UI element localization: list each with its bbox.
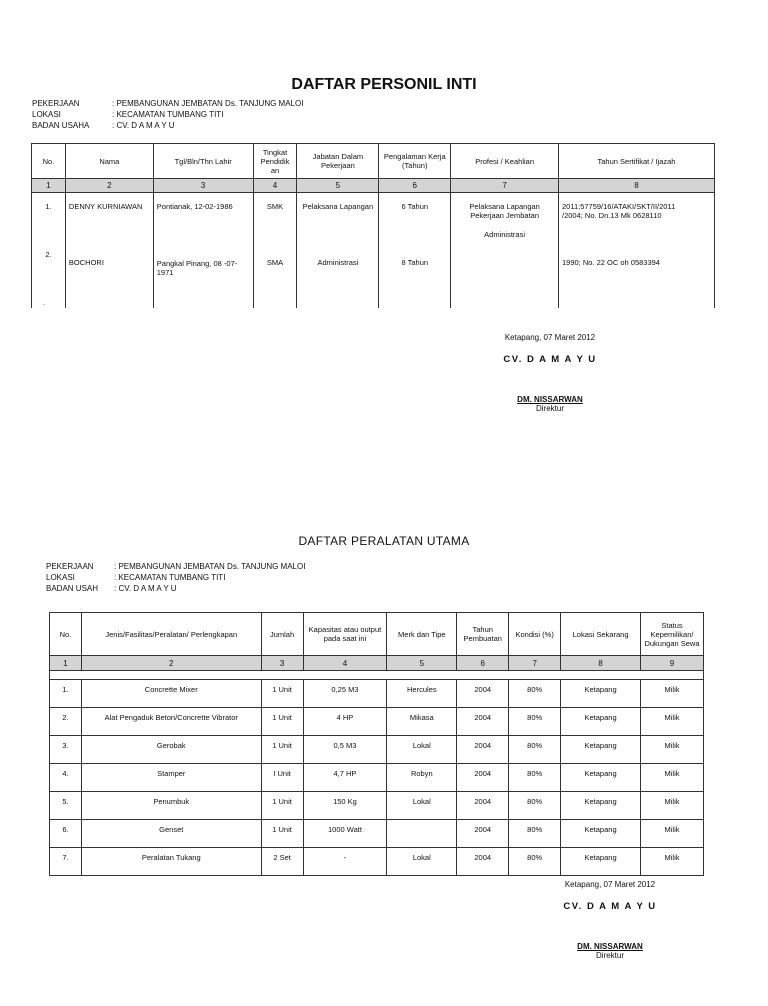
row-jumlah: 1 Unit: [261, 792, 303, 820]
row-jenis: Gerobak: [81, 736, 261, 764]
cell-pendidikan: [253, 193, 297, 309]
cell-jabatan: [297, 193, 379, 309]
column-number: 6: [457, 656, 509, 671]
info-value: : KECAMATAN TUMBANG TITI: [114, 573, 226, 582]
column-number: 4: [253, 179, 297, 193]
row-pengalaman: 8 Tahun: [401, 258, 429, 267]
column-number: 3: [261, 656, 303, 671]
row-kondisi: 80%: [509, 680, 561, 708]
row-no: 3.: [50, 736, 82, 764]
column-number: 1: [50, 656, 82, 671]
column-header: Jenis/Fasilitas/Peralatan/ Perlengkapan: [81, 613, 261, 656]
row-pendidikan: SMA: [266, 258, 284, 267]
row-lokasi: Ketapang: [561, 820, 641, 848]
column-number: 4: [303, 656, 387, 671]
info-value: : CV. D A M A Y U: [114, 584, 177, 593]
cell-nama: [65, 193, 153, 309]
row-jenis: Peralatan Tukang: [81, 848, 261, 876]
row-merk: [387, 820, 457, 848]
row-jenis: Penumbuk: [81, 792, 261, 820]
signature-company: CV. D A M A Y U: [563, 901, 657, 912]
cell-lahir: [153, 193, 253, 309]
row-merk: Lokal: [387, 848, 457, 876]
row-merk: Mikasa: [387, 708, 457, 736]
column-header: Kondisi (%): [509, 613, 561, 656]
info-value: : PEMBANGUNAN JEMBATAN Ds. TANJUNG MALOI: [114, 562, 306, 571]
row-status: Milik: [640, 792, 703, 820]
column-header: No.: [32, 144, 66, 179]
column-header: Nama: [65, 144, 153, 179]
column-number: 6: [379, 179, 451, 193]
row-nama: DENNY KURNIAWAN: [68, 202, 143, 211]
table-row: [50, 820, 704, 848]
column-header: Pengalaman Kerja (Tahun): [379, 144, 451, 179]
trailing-mark: .: [43, 298, 46, 307]
peralatan-signature: [530, 880, 690, 960]
row-no: 6.: [50, 820, 82, 848]
column-number: 5: [297, 179, 379, 193]
row-jumlah: 1 Unit: [261, 680, 303, 708]
row-merk: Robyn: [387, 764, 457, 792]
info-value: : PEMBANGUNAN JEMBATAN Ds. TANJUNG MALOI: [112, 99, 304, 108]
row-tahun: 2004: [457, 820, 509, 848]
row-lokasi: Ketapang: [561, 848, 641, 876]
info-label: PEKERJAAN: [32, 99, 80, 108]
row-kapasitas: 1000 Watt: [303, 820, 387, 848]
column-header: Profesi / Keahlian: [451, 144, 559, 179]
column-number: 8: [561, 656, 641, 671]
row-status: Milik: [640, 680, 703, 708]
row-status: Milik: [640, 820, 703, 848]
table-row: [50, 680, 704, 708]
column-header: Lokasi Sekarang: [561, 613, 641, 656]
row-jenis: Concrette Mixer: [81, 680, 261, 708]
row-kondisi: 80%: [509, 820, 561, 848]
row-status: Milik: [640, 708, 703, 736]
row-kondisi: 80%: [509, 792, 561, 820]
row-no: 2.: [50, 708, 82, 736]
signature-role: Direktur: [595, 951, 624, 960]
row-lokasi: Ketapang: [561, 792, 641, 820]
signature-name: DM. NISSARWAN: [577, 942, 643, 951]
row-kapasitas: 4,7 HP: [303, 764, 387, 792]
row-kondisi: 80%: [509, 708, 561, 736]
column-header: No.: [50, 613, 82, 656]
table-row: [50, 764, 704, 792]
info-value: : KECAMATAN TUMBANG TITI: [112, 110, 224, 119]
table-header-row: [50, 613, 704, 656]
row-sertifikat: 1990; No. 22 OC oh 0583394: [561, 258, 660, 267]
row-kondisi: 80%: [509, 736, 561, 764]
signature-company: CV. D A M A Y U: [503, 354, 597, 365]
row-no: 1.: [45, 202, 52, 211]
column-header: Status Kepemilikan/ Dukungan Sewa: [640, 613, 703, 656]
table-body: [32, 193, 715, 309]
row-jabatan: Pelaksana Lapangan: [302, 202, 374, 211]
column-header: Tahun Pembuatan: [457, 613, 509, 656]
info-label: BADAN USAHA: [32, 121, 90, 130]
row-lokasi: Ketapang: [561, 708, 641, 736]
table-row: [50, 792, 704, 820]
table-row: [50, 671, 704, 680]
row-lokasi: Ketapang: [561, 764, 641, 792]
table-row: [50, 736, 704, 764]
row-kapasitas: 0,5 M3: [303, 736, 387, 764]
row-profesi: Administrasi: [484, 230, 526, 239]
row-lokasi: Ketapang: [561, 736, 641, 764]
row-jenis: Alat Pengaduk Beton/Concrette Vibrator: [81, 708, 261, 736]
row-lahir: Pangkal Pinang, 08 -07-1971: [156, 259, 238, 277]
cell-profesi: [451, 193, 559, 309]
row-kondisi: 80%: [509, 764, 561, 792]
row-kapasitas: 0,25 M3: [303, 680, 387, 708]
row-pendidikan: SMK: [266, 202, 284, 211]
column-header: Merk dan Tipe: [387, 613, 457, 656]
row-lokasi: Ketapang: [561, 680, 641, 708]
column-header: Tgl/Bln/Thn Lahir: [153, 144, 253, 179]
info-label: LOKASI: [32, 110, 61, 119]
column-number: 5: [387, 656, 457, 671]
column-header: Jabatan Dalam Pekerjaan: [297, 144, 379, 179]
row-jabatan: Administrasi: [317, 258, 359, 267]
row-jumlah: 1 Unit: [261, 708, 303, 736]
info-value: : CV. D A M A Y U: [112, 121, 175, 130]
column-header: Tahun Sertifikat / Ijazah: [558, 144, 714, 179]
signature-role: Direktur: [535, 404, 564, 413]
column-number-row: [32, 179, 715, 193]
row-kondisi: 80%: [509, 848, 561, 876]
row-no: 4.: [50, 764, 82, 792]
column-number: 3: [153, 179, 253, 193]
column-number: 2: [81, 656, 261, 671]
column-number-row: [50, 656, 704, 671]
row-jumlah: 2 Set: [261, 848, 303, 876]
row-status: Milik: [640, 764, 703, 792]
row-sertifikat: 2011;57759/16/ATAKI/SKT/II/2011 /2004; No. Dn.13 Mk 0628110: [561, 202, 676, 220]
peralatan-title: DAFTAR PERALATAN UTAMA: [298, 534, 470, 548]
personil-info: [32, 98, 303, 131]
column-number: 2: [65, 179, 153, 193]
row-tahun: 2004: [457, 708, 509, 736]
cell-pengalaman: [379, 193, 451, 309]
row-jumlah: 1 Unit: [261, 820, 303, 848]
peralatan-info: [46, 561, 305, 594]
column-number: 8: [558, 179, 714, 193]
row-kapasitas: 4 HP: [303, 708, 387, 736]
row-merk: Lokal: [387, 792, 457, 820]
column-header: Kapasitas atau output pada saat ini: [303, 613, 387, 656]
row-tahun: 2004: [457, 848, 509, 876]
row-status: Milik: [640, 736, 703, 764]
row-kapasitas: -: [303, 848, 387, 876]
signature-place-date: Ketapang, 07 Maret 2012: [564, 880, 656, 889]
row-jumlah: I Unit: [261, 764, 303, 792]
column-number: 7: [509, 656, 561, 671]
info-label: PEKERJAAN: [46, 562, 94, 571]
column-header: Jumlah: [261, 613, 303, 656]
personil-signature: [470, 333, 630, 413]
cell-no: [32, 193, 66, 309]
row-jumlah: 1 Unit: [261, 736, 303, 764]
row-jenis: Stamper: [81, 764, 261, 792]
column-number: 9: [640, 656, 703, 671]
table-row: [50, 848, 704, 876]
row-tahun: 2004: [457, 680, 509, 708]
row-merk: Lokal: [387, 736, 457, 764]
signature-place-date: Ketapang, 07 Maret 2012: [504, 333, 596, 342]
row-profesi: Pelaksana Lapangan Pekerjaan Jembatan: [469, 202, 540, 220]
row-no: 2.: [45, 250, 52, 259]
info-label: LOKASI: [46, 573, 75, 582]
column-header: Tingkat Pendidik an: [253, 144, 297, 179]
row-tahun: 2004: [457, 764, 509, 792]
row-no: 5.: [50, 792, 82, 820]
row-tahun: 2004: [457, 792, 509, 820]
row-no: 7.: [50, 848, 82, 876]
column-number: 1: [32, 179, 66, 193]
peralatan-table: [49, 612, 704, 876]
personil-title: DAFTAR PERSONIL INTI: [291, 76, 477, 93]
row-no: 1.: [50, 680, 82, 708]
row-merk: Hercules: [387, 680, 457, 708]
row-kapasitas: 150 Kg: [303, 792, 387, 820]
row-pengalaman: 6 Tahun: [401, 202, 429, 211]
row-lahir: Pontianak, 12-02-1986: [156, 202, 233, 211]
info-label: BADAN USAH: [46, 584, 99, 593]
signature-name: DM. NISSARWAN: [517, 395, 583, 404]
table-row: [50, 708, 704, 736]
row-status: Milik: [640, 848, 703, 876]
row-nama: BOCHORI: [68, 258, 104, 267]
cell-sertifikat: [558, 193, 714, 309]
row-tahun: 2004: [457, 736, 509, 764]
table-header-row: [32, 144, 715, 179]
personil-table: [31, 143, 715, 308]
row-jenis: Genset: [81, 820, 261, 848]
column-number: 7: [451, 179, 559, 193]
